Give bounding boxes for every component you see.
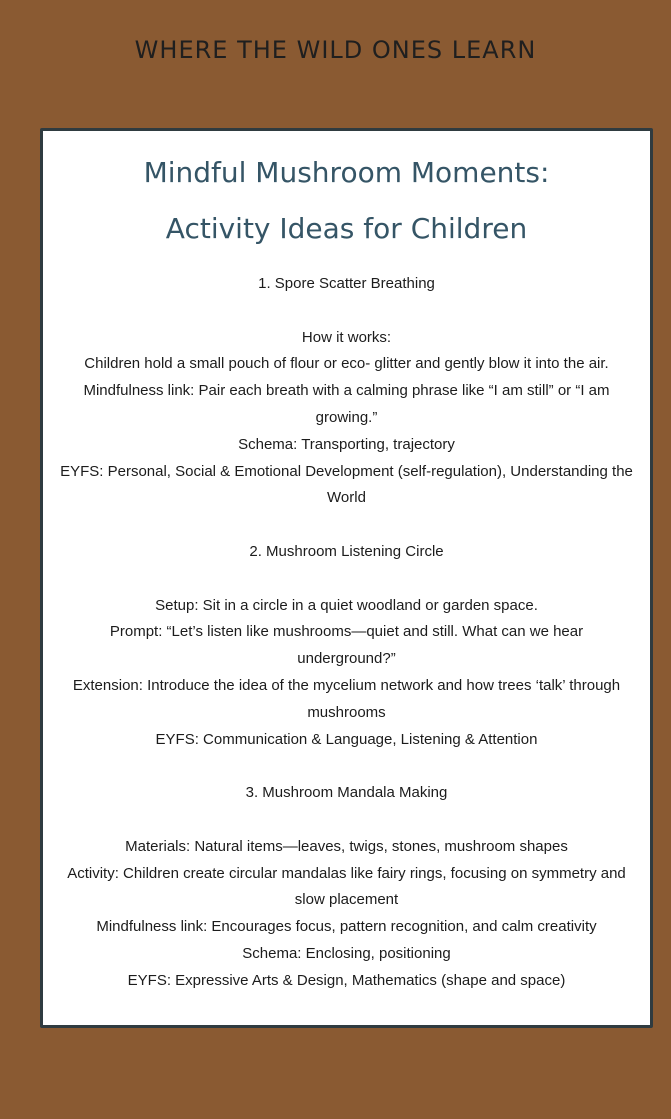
text-line: Schema: Transporting, trajectory (238, 435, 455, 453)
text-line: Mindfulness link: Pair each breath with a calming phrase like “I am still” or “I am (83, 382, 610, 400)
text-line: Schema: Enclosing, positioning (242, 944, 451, 962)
text-line: Extension: Introduce the idea of the mycelium network and how trees ‘talk’ through (72, 676, 621, 694)
text-line: EYFS: Expressive Arts & Design, Mathematics (shape and space) (127, 971, 566, 989)
text-line: Activity: Children create circular mandalas like fairy rings, focusing on symmetry and (67, 864, 626, 882)
text-line: Mindfulness link: Encourages focus, pattern recognition, and calm creativity (96, 918, 597, 936)
text-line: World (327, 489, 366, 507)
text-line: slow placement (294, 891, 399, 909)
activity-card (40, 128, 653, 1028)
text-line: Prompt: “Let’s listen like mushrooms—quiet and still. What can we hear (109, 623, 584, 641)
text-line: Setup: Sit in a circle in a quiet woodland or garden space. (155, 596, 538, 614)
text-line: growing.” (315, 408, 378, 426)
spacer (43, 298, 650, 325)
section-heading-spore-scatter: 1. Spore Scatter Breathing (258, 275, 435, 292)
spacer (43, 566, 650, 593)
spacer (43, 753, 650, 780)
title-line: Mindful Mushroom Moments: (143, 156, 550, 189)
title-line: Activity Ideas for Children (165, 212, 528, 245)
brand-header: WHERE THE WILD ONES LEARN (134, 36, 537, 64)
page-title (43, 145, 650, 257)
section-heading-listening-circle: 2. Mushroom Listening Circle (249, 542, 444, 560)
text-line: Children hold a small pouch of flour or eco- glitter and gently blow it into the air. (84, 355, 609, 373)
text-line: EYFS: Personal, Social & Emotional Development (self-regulation), Understanding the (60, 462, 633, 480)
spacer (43, 807, 650, 834)
text-line: How it works: (301, 328, 392, 346)
text-line: underground?” (297, 650, 396, 668)
text-line: EYFS: Communication & Language, Listening & Attention (155, 730, 538, 748)
activity-body (43, 271, 650, 995)
spacer (43, 512, 650, 539)
text-line: mushrooms (307, 703, 386, 721)
section-heading-mandala-making: 3. Mushroom Mandala Making (245, 784, 448, 802)
text-line: Materials: Natural items—leaves, twigs, stones, mushroom shapes (125, 837, 568, 855)
